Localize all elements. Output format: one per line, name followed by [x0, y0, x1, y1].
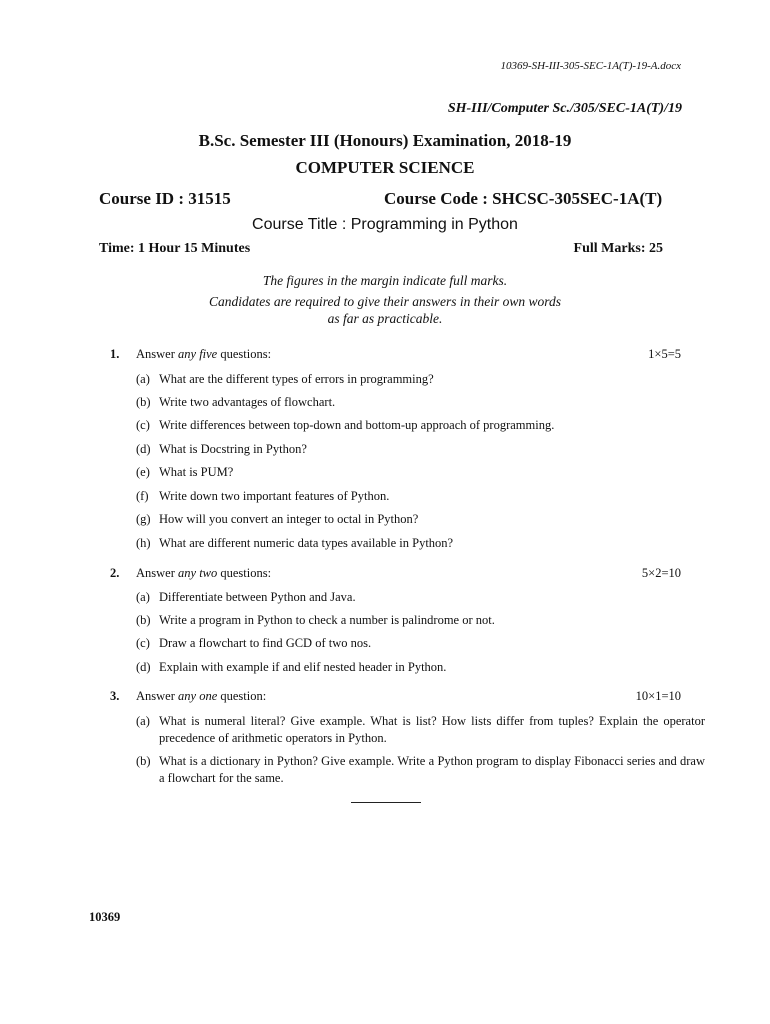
subject-title: COMPUTER SCIENCE	[295, 158, 475, 177]
sub-question: (b) What is a dictionary in Python? Give example. Write a Python program to display Fibonacci series and draw a flowchart for the same.	[136, 754, 705, 785]
full-marks: Full Marks: 25	[573, 241, 663, 256]
question-instruction: Answer any two questions:	[136, 566, 272, 580]
page-footer-code: 10369	[89, 910, 121, 924]
sub-question: (f) Write down two important features of Python.	[136, 489, 390, 503]
sub-question: (c) Write differences between top-down and bottom-up approach of programming.	[136, 418, 555, 432]
exam-duration: Time: 1 Hour 15 Minutes	[99, 241, 251, 256]
question-instruction: Answer any one question:	[136, 689, 267, 703]
question-marks: 1×5=5	[648, 347, 681, 361]
course-code: Course Code : SHCSC-305SEC-1A(T)	[384, 189, 663, 208]
question-marks: 10×1=10	[635, 689, 681, 703]
instruction-line-2: Candidates are required to give their answers in their own words	[209, 294, 561, 309]
exam-title: B.Sc. Semester III (Honours) Examination, 2018-19	[198, 131, 572, 150]
question-number: 1.	[110, 347, 120, 361]
sub-question: (d) What is Docstring in Python?	[136, 442, 307, 456]
sub-question: (a) What are the different types of errors in programming?	[136, 372, 434, 386]
question-number: 2.	[110, 566, 120, 580]
sub-question: (d) Explain with example if and elif nested header in Python.	[136, 660, 447, 674]
sub-question: (b) Write a program in Python to check a number is palindrome or not.	[136, 613, 495, 627]
sub-question: (g) How will you convert an integer to octal in Python?	[136, 512, 419, 526]
course-title: Course Title : Programming in Python	[252, 216, 518, 233]
end-rule	[351, 802, 421, 803]
sub-question: (h) What are different numeric data types available in Python?	[136, 536, 454, 550]
sub-question: (a) Differentiate between Python and Java.	[136, 590, 356, 604]
instruction-line-1: The figures in the margin indicate full marks.	[262, 273, 508, 288]
course-id: Course ID : 31515	[99, 189, 231, 208]
paper-code: SH-III/Computer Sc./305/SEC-1A(T)/19	[447, 101, 682, 116]
question-marks: 5×2=10	[641, 566, 681, 580]
sub-question: (b) Write two advantages of flowchart.	[136, 395, 336, 409]
sub-question: (e) What is PUM?	[136, 465, 234, 479]
document-filename: 10369-SH-III-305-SEC-1A(T)-19-A.docx	[500, 60, 681, 72]
question-instruction: Answer any five questions:	[136, 347, 272, 361]
sub-question: (c) Draw a flowchart to find GCD of two nos.	[136, 636, 372, 650]
sub-question: (a) What is numeral literal? Give example. What is list? How lists differ from tuples? Explain the operator precedence of arithmetic operators in Python.	[136, 714, 705, 745]
instruction-line-3: as far as practicable.	[327, 311, 443, 326]
question-number: 3.	[110, 689, 120, 703]
